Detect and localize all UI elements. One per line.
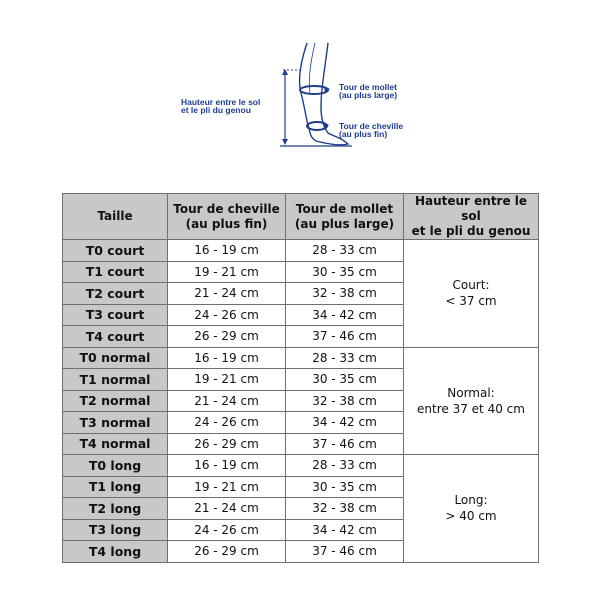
calf-cell: 28 - 33 cm [286,455,404,477]
size-cell: T3 normal [63,412,168,434]
calf-cell: 34 - 42 cm [286,412,404,434]
calf-cell: 30 - 35 cm [286,476,404,498]
calf-cell: 32 - 38 cm [286,498,404,520]
height-group-label: Normal: [447,385,495,400]
calf-label: Tour de mollet (au plus large) [339,82,398,100]
size-cell: T1 court [63,261,168,283]
calf-loop [300,86,328,94]
table-row [63,347,539,369]
height-group-label: > 40 cm [445,509,497,524]
height-group-label: Court: [452,278,490,293]
calf-cell: 37 - 46 cm [286,433,404,455]
calf-cell: 28 - 33 cm [286,347,404,369]
table-row [63,240,539,262]
size-table [62,193,539,563]
calf-cell: 32 - 38 cm [286,390,404,412]
size-cell: T0 court [63,240,168,262]
ankle-cell: 24 - 26 cm [168,519,286,541]
ankle-cell: 26 - 29 cm [168,326,286,348]
header-ankle: Tour de cheville (au plus fin) [168,194,286,240]
size-cell: T1 normal [63,369,168,391]
height-group-cell [404,455,539,563]
ankle-cell: 21 - 24 cm [168,498,286,520]
table-row [63,455,539,477]
measurement-diagram [170,38,440,153]
calf-cell: 28 - 33 cm [286,240,404,262]
height-group-label: Long: [454,493,488,508]
ankle-cell: 24 - 26 cm [168,304,286,326]
height-group-cell [404,240,539,348]
size-cell: T4 normal [63,433,168,455]
size-cell: T0 normal [63,347,168,369]
size-cell: T4 court [63,326,168,348]
calf-cell: 30 - 35 cm [286,261,404,283]
height-group-label: entre 37 et 40 cm [417,401,525,416]
ankle-cell: 24 - 26 cm [168,412,286,434]
calf-cell: 32 - 38 cm [286,283,404,305]
ankle-cell: 21 - 24 cm [168,283,286,305]
ankle-cell: 19 - 21 cm [168,476,286,498]
ankle-cell: 26 - 29 cm [168,541,286,563]
calf-cell: 37 - 46 cm [286,326,404,348]
size-cell: T3 court [63,304,168,326]
ankle-cell: 16 - 19 cm [168,240,286,262]
ankle-cell: 16 - 19 cm [168,347,286,369]
calf-cell: 37 - 46 cm [286,541,404,563]
size-cell: T4 long [63,541,168,563]
ankle-cell: 16 - 19 cm [168,455,286,477]
calf-cell: 30 - 35 cm [286,369,404,391]
ankle-cell: 19 - 21 cm [168,261,286,283]
height-group-cell [404,347,539,455]
size-cell: T0 long [63,455,168,477]
height-arrow-bottom-head [282,139,288,145]
table-header-row [63,194,539,240]
header-size: Taille [63,194,168,240]
ankle-cell: 26 - 29 cm [168,433,286,455]
ankle-label: Tour de cheville (au plus fin) [339,121,404,139]
ankle-cell: 21 - 24 cm [168,390,286,412]
ankle-cell: 19 - 21 cm [168,369,286,391]
size-cell: T3 long [63,519,168,541]
size-cell: T2 normal [63,390,168,412]
calf-cell: 34 - 42 cm [286,304,404,326]
height-group-label: < 37 cm [445,294,497,309]
calf-cell: 34 - 42 cm [286,519,404,541]
size-cell: T2 long [63,498,168,520]
header-calf: Tour de mollet (au plus large) [286,194,404,240]
table-body [63,240,539,563]
size-cell: T1 long [63,476,168,498]
height-label: Hauteur entre le sol et le pli du genou [181,97,261,115]
size-cell: T2 court [63,283,168,305]
header-height: Hauteur entre le sol et le pli du genou [404,194,539,240]
